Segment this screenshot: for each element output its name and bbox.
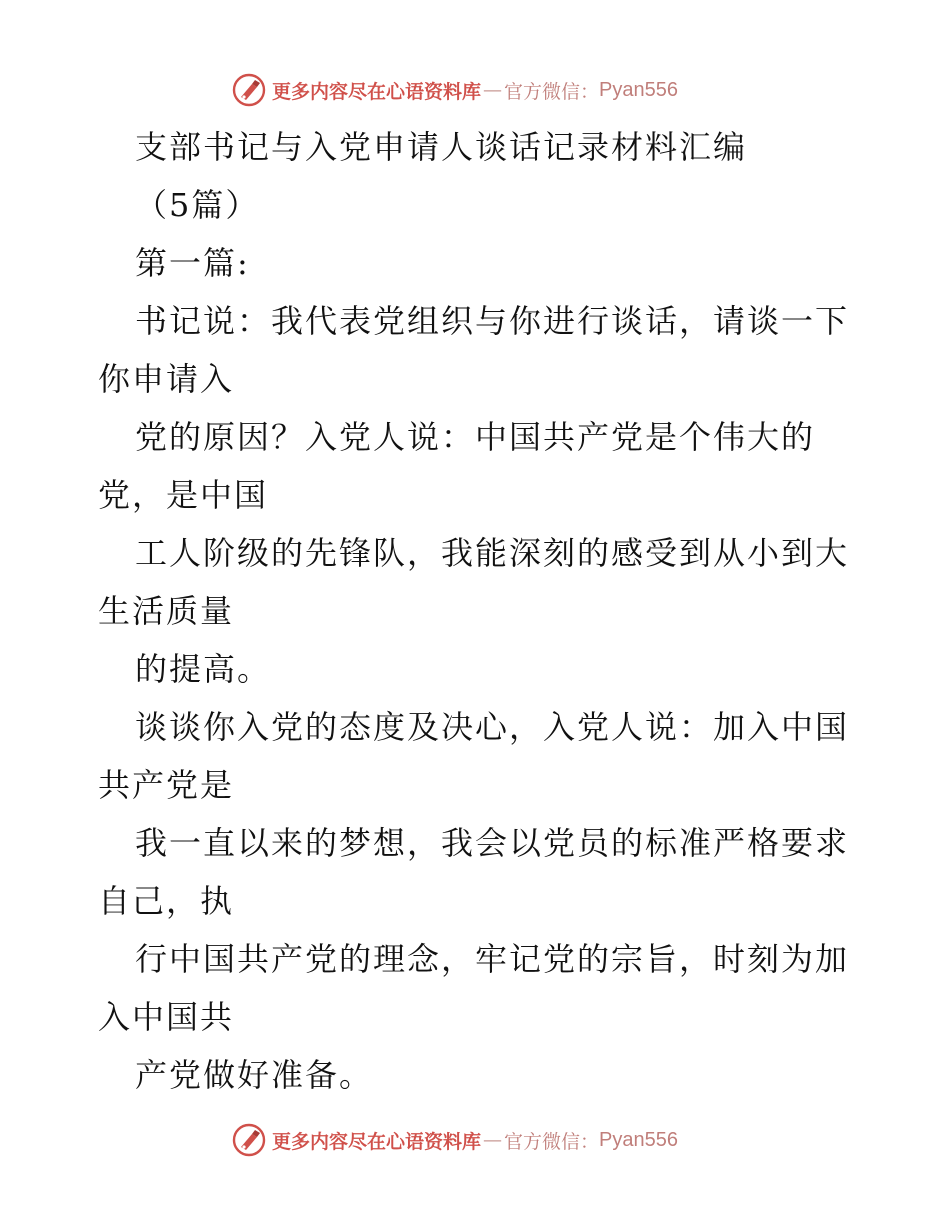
footer-watermark (232, 1120, 792, 1160)
paragraph-line: 自己，执 (98, 882, 235, 920)
watermark-dash: — (483, 1129, 503, 1151)
paragraph-line: 行中国共产党的理念，牢记党的宗旨，时刻为加 (135, 940, 850, 978)
paragraph-line: 党的原因？入党人说：中国共产党是个伟大的 (135, 418, 816, 456)
paragraph-line: 生活质量 (98, 592, 235, 630)
section-heading: 第一篇: (135, 244, 250, 282)
paragraph-line: 共产党是 (98, 766, 235, 804)
paragraph-line: 党，是中国 (98, 476, 269, 514)
paragraph-line: 书记说：我代表党组织与你进行谈话，请谈一下 (135, 302, 850, 340)
paragraph-line: 工人阶级的先锋队，我能深刻的感受到从小到大 (135, 534, 850, 572)
watermark-main-text: 更多内容尽在心语资料库 (272, 80, 482, 103)
pen-nib-logo-icon (232, 73, 266, 107)
watermark-label: 官方微信： (504, 1130, 600, 1153)
watermark-dash: — (483, 79, 503, 101)
paragraph-line: 的提高。 (135, 650, 272, 688)
paragraph-line: 产党做好准备。 (135, 1056, 374, 1094)
watermark-label: 官方微信： (504, 80, 600, 103)
paragraph-line: 我一直以来的梦想，我会以党员的标准严格要求 (135, 824, 850, 862)
header-watermark (232, 70, 792, 110)
watermark-wechat-id: Pyan556 (599, 78, 678, 101)
watermark-main-text: 更多内容尽在心语资料库 (272, 1130, 482, 1153)
document-title: 支部书记与入党申请人谈话记录材料汇编 (135, 128, 748, 166)
paragraph-line: 谈谈你入党的态度及决心，入党人说：加入中国 (135, 708, 850, 746)
pen-nib-logo-icon (232, 1123, 266, 1157)
paragraph-line: 入中国共 (98, 998, 235, 1036)
document-title-subtitle: （5篇） (135, 186, 260, 224)
paragraph-line: 你申请入 (98, 360, 235, 398)
watermark-wechat-id: Pyan556 (599, 1128, 678, 1151)
document-body (98, 118, 858, 1104)
